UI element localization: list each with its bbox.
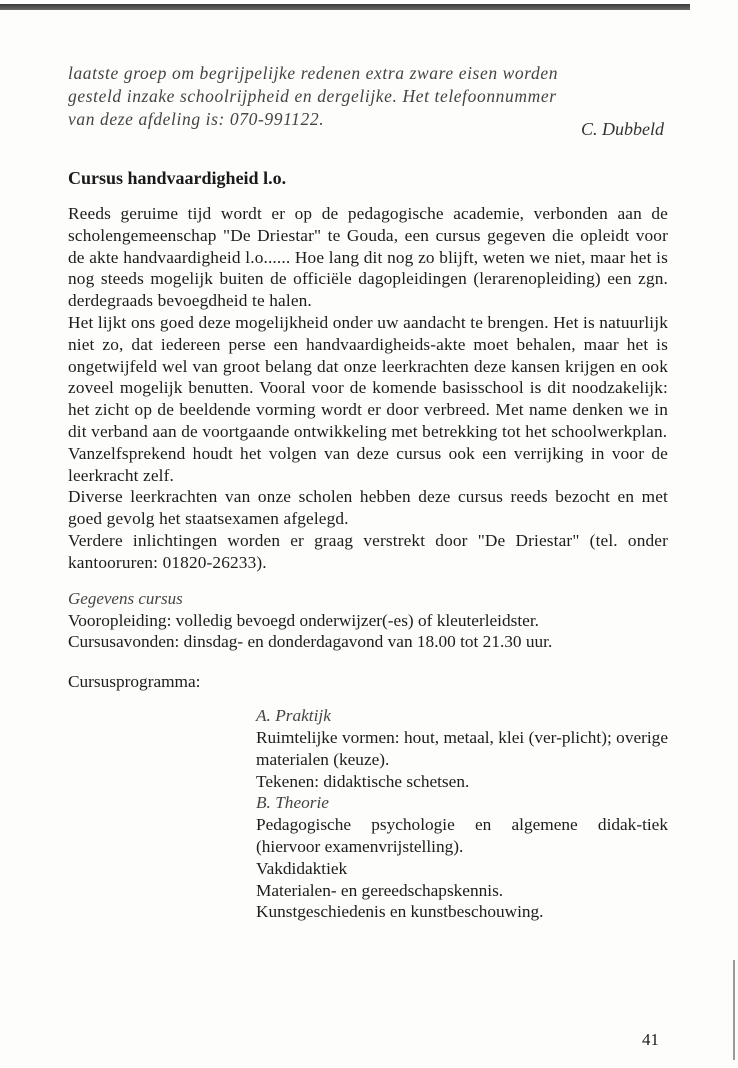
paragraph: Reeds geruime tijd wordt er op de pedagogische academie, verbonden aan de scholengemeenschap "De Driestar" te Gouda, een cursus gegeven die opleidt voor de akte handvaardigheid l.o...... Hoe lang dit nog zo blijft, weten we niet, maar het is nog steeds mogelijk buiten de officiële dagopleidingen (lerarenopleiding) een zgn. derdegraads bevoegdheid te halen. xyxy=(68,204,668,311)
signature: C. Dubbeld xyxy=(581,119,664,139)
details-heading: Gegevens cursus xyxy=(68,588,183,608)
program-item: Pedagogische psychologie en algemene didak-tiek (hiervoor examenvrijstelling). xyxy=(256,815,668,856)
program-item: Vakdidaktiek xyxy=(256,858,348,878)
intro-line: gesteld inzake schoolrijpheid en dergelijke. Het telefoonnummer xyxy=(68,86,557,106)
course-program xyxy=(256,705,668,923)
scan-top-edge xyxy=(0,4,690,10)
paragraph: Vanzelfsprekend houdt het volgen van deze cursus ook een verrijking in voor de leerkracht zelf. xyxy=(68,443,668,485)
page-number: 41 xyxy=(642,1030,659,1049)
program-item: Ruimtelijke vormen: hout, metaal, klei (ver-plicht); overige materialen (keuze). xyxy=(256,727,668,769)
program-label: Cursusprogramma: xyxy=(68,672,201,692)
article-heading: Cursus handvaardigheid l.o. xyxy=(68,168,287,188)
paragraph: Het lijkt ons goed deze mogelijkheid onder uw aandacht te brengen. Het is natuurlijk niet zo, dat iedereen perse een handvaardigheids-akte moet behalen, maar het is ongetwijfeld wel van groot belang dat onze leerkrachten deze kansen krijgen en ook zoveel mogelijk benutten. Vooral voor de komende basisschool is dit noodzakelijk: het zicht op de beeldende vorming wordt er door verbreed. Met name denken we in dit verband aan de voortgaande ontwikkeling met betrekking tot het schoolwerkplan. xyxy=(68,312,668,441)
program-section-heading: B. Theorie xyxy=(256,793,329,813)
program-section-heading: A. Praktijk xyxy=(256,706,331,726)
course-details xyxy=(68,610,668,654)
program-item: Materialen- en gereedschapskennis. xyxy=(256,880,504,900)
page-content xyxy=(68,62,668,923)
detail-line: Cursusavonden: dinsdag- en donderdagavond van 18.00 tot 21.30 uur. xyxy=(68,632,553,652)
program-item: Kunstgeschiedenis en kunstbeschouwing. xyxy=(256,902,544,922)
detail-line: Vooropleiding: volledig bevoegd onderwijzer(-es) of kleuterleidster. xyxy=(68,610,539,630)
intro-line: laatste groep om begrijpelijke redenen extra zware eisen worden xyxy=(68,63,559,83)
article-body xyxy=(68,203,668,574)
intro-text xyxy=(68,62,668,140)
program-item: Tekenen: didaktische schetsen. xyxy=(256,771,470,791)
paragraph: Verdere inlichtingen worden er graag verstrekt door "De Driestar" (tel. onder kantooruren: 01820-26233). xyxy=(68,530,668,572)
paragraph: Diverse leerkrachten van onze scholen hebben deze cursus reeds bezocht en met goed gevolg het staatsexamen afgelegd. xyxy=(68,487,668,529)
intro-line: van deze afdeling is: 070-991122. xyxy=(68,109,325,129)
scan-right-edge xyxy=(733,960,735,1060)
